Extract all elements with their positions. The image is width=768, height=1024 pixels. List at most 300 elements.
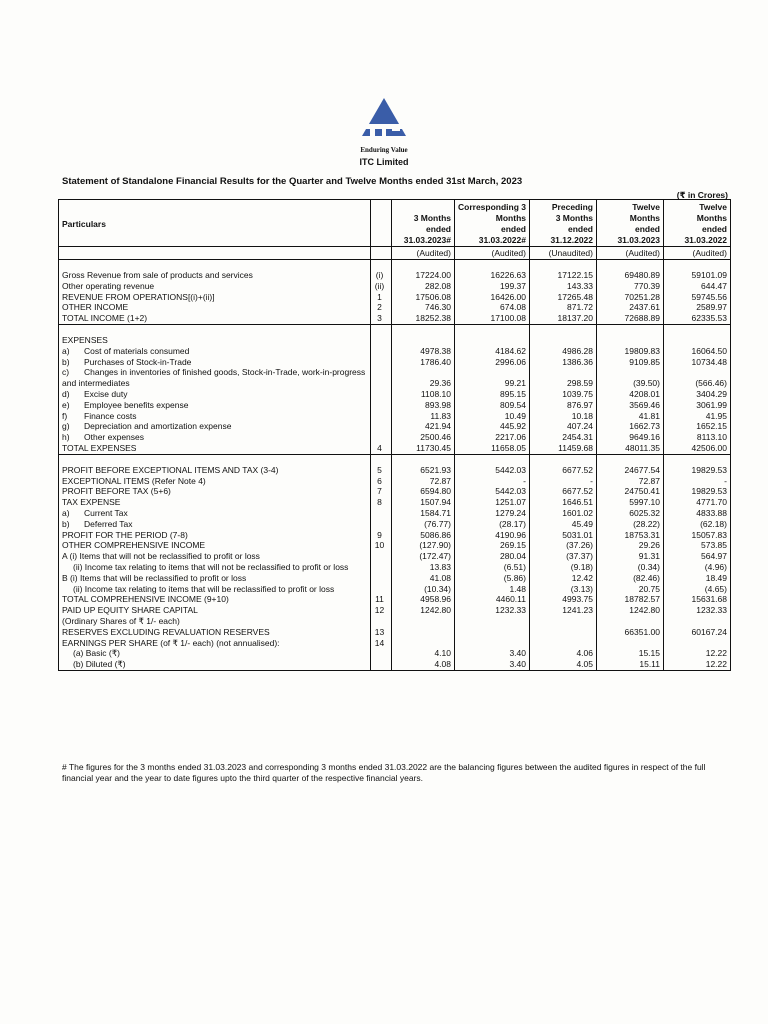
value-cell: (28.22) [597, 519, 664, 530]
period-header-line: Months [629, 213, 660, 223]
value-cell: (4.65) [664, 584, 731, 595]
value-cell: - [455, 476, 530, 487]
value-cell: 17265.48 [530, 292, 597, 303]
value-cell: 4460.11 [455, 594, 530, 605]
row-label: OTHER COMPREHENSIVE INCOME [62, 540, 206, 551]
value-cell: 4.05 [530, 659, 597, 670]
row-label-cell [59, 594, 371, 605]
value-cell: 809.54 [455, 400, 530, 411]
row-prefix: c) [62, 367, 70, 378]
note-header [371, 200, 392, 247]
value-cell: 62335.53 [664, 313, 731, 324]
value-cell: 3061.99 [664, 400, 731, 411]
value-cell: 59745.56 [664, 292, 731, 303]
value-cell: 60167.24 [664, 627, 731, 638]
row-note: (ii) [371, 281, 392, 292]
row-label-cell [59, 551, 371, 562]
row-label: (ii) Income tax relating to items that will not be reclassified to profit or loss [73, 561, 349, 572]
row-label: TOTAL COMPREHENSIVE INCOME (9+10) [62, 594, 229, 605]
period-header-line: ended [701, 224, 727, 234]
row-label: RESERVES EXCLUDING REVALUATION RESERVES [62, 626, 270, 637]
table-row [59, 540, 731, 551]
value-cell [392, 627, 455, 638]
row-prefix: a) [62, 345, 70, 356]
period-header-line: 31.03.2022 [684, 235, 727, 245]
period-header-line: ended [634, 224, 660, 234]
value-cell: 15.15 [597, 648, 664, 659]
row-note: 3 [371, 313, 392, 324]
period-header-line: Corresponding 3 [458, 202, 527, 212]
row-note: (i) [371, 270, 392, 281]
row-label-cell [59, 508, 371, 519]
value-cell: 11459.68 [530, 443, 597, 454]
value-cell: 99.21 [455, 367, 530, 389]
value-cell [664, 335, 731, 346]
row-note [371, 411, 392, 422]
value-cell: 2437.61 [597, 302, 664, 313]
value-cell: 871.72 [530, 302, 597, 313]
value-cell [530, 616, 597, 627]
value-cell: 4986.28 [530, 346, 597, 357]
row-label: Depreciation and amortization expense [84, 421, 232, 432]
value-cell: 9649.16 [597, 432, 664, 443]
value-cell: 1279.24 [455, 508, 530, 519]
value-cell: 3404.29 [664, 389, 731, 400]
period-header [597, 200, 664, 247]
row-prefix: d) [62, 388, 70, 399]
table-row [59, 292, 731, 303]
value-cell: 4978.38 [392, 346, 455, 357]
value-cell: 2454.31 [530, 432, 597, 443]
row-prefix: g) [62, 421, 70, 432]
value-cell: (9.18) [530, 562, 597, 573]
value-cell: 17100.08 [455, 313, 530, 324]
value-cell: 2589.97 [664, 302, 731, 313]
row-label: Cost of materials consumed [84, 345, 190, 356]
value-cell: 298.59 [530, 367, 597, 389]
value-cell: 746.30 [392, 302, 455, 313]
table-row [59, 270, 731, 281]
value-cell: 16064.50 [664, 346, 731, 357]
value-cell: 19829.53 [664, 486, 731, 497]
table-row [59, 302, 731, 313]
value-cell: 5442.03 [455, 465, 530, 476]
row-note: 14 [371, 638, 392, 649]
value-cell: 4.06 [530, 648, 597, 659]
row-label-cell [59, 302, 371, 313]
value-cell: 4184.62 [455, 346, 530, 357]
table-row [59, 357, 731, 368]
value-cell: 16226.63 [455, 270, 530, 281]
value-cell: 1646.51 [530, 497, 597, 508]
row-prefix: e) [62, 399, 70, 410]
table-row [59, 562, 731, 573]
period-header [392, 200, 455, 247]
row-note [371, 562, 392, 573]
value-cell: - [664, 476, 731, 487]
value-cell [455, 335, 530, 346]
value-cell: 10.18 [530, 411, 597, 422]
value-cell: (0.34) [597, 562, 664, 573]
value-cell: 1584.71 [392, 508, 455, 519]
value-cell: 72688.89 [597, 313, 664, 324]
period-header [455, 200, 530, 247]
row-label-cell [59, 638, 371, 649]
value-cell: 17506.08 [392, 292, 455, 303]
row-label: Current Tax [84, 507, 128, 518]
value-cell [455, 616, 530, 627]
value-cell [392, 616, 455, 627]
row-label: TOTAL EXPENSES [62, 442, 137, 453]
row-prefix: b) [62, 518, 70, 529]
table-row [59, 519, 731, 530]
row-label-cell [59, 357, 371, 368]
audit-status: (Audited) [597, 247, 664, 260]
value-cell: (172.47) [392, 551, 455, 562]
row-label: A (i) Items that will not be reclassified to profit or loss [62, 551, 260, 562]
row-note [371, 357, 392, 368]
row-label-cell [59, 465, 371, 476]
value-cell: 10734.48 [664, 357, 731, 368]
value-cell: 1786.40 [392, 357, 455, 368]
value-cell: (127.90) [392, 540, 455, 551]
value-cell: 3569.46 [597, 400, 664, 411]
row-label-cell [59, 292, 371, 303]
row-label: Excise duty [84, 388, 128, 399]
value-cell: 199.37 [455, 281, 530, 292]
value-cell: 11730.45 [392, 443, 455, 454]
table-row [59, 605, 731, 616]
period-header-line: ended [425, 224, 451, 234]
value-cell: (28.17) [455, 519, 530, 530]
table-row [59, 443, 731, 454]
value-cell: 24677.54 [597, 465, 664, 476]
value-cell: 5086.86 [392, 530, 455, 541]
value-cell: 18782.57 [597, 594, 664, 605]
row-label: OTHER INCOME [62, 302, 129, 313]
row-label-cell [59, 486, 371, 497]
value-cell: 3.40 [455, 648, 530, 659]
table-row [59, 465, 731, 476]
table-row [59, 497, 731, 508]
row-label: REVENUE FROM OPERATIONS[(i)+(ii)] [62, 291, 215, 302]
value-cell: 282.08 [392, 281, 455, 292]
row-note: 13 [371, 627, 392, 638]
row-note [371, 367, 392, 389]
row-label: PROFIT FOR THE PERIOD (7-8) [62, 529, 188, 540]
value-cell: 4.10 [392, 648, 455, 659]
table-row [59, 432, 731, 443]
table-row [59, 389, 731, 400]
row-note: 11 [371, 594, 392, 605]
value-cell [455, 627, 530, 638]
row-label: Other operating revenue [62, 280, 155, 291]
table-row [59, 551, 731, 562]
table-row [59, 335, 731, 346]
value-cell: 1039.75 [530, 389, 597, 400]
value-cell: (37.37) [530, 551, 597, 562]
value-cell: 70251.28 [597, 292, 664, 303]
value-cell: 15631.68 [664, 594, 731, 605]
value-cell: 11.83 [392, 411, 455, 422]
value-cell [530, 638, 597, 649]
value-cell: 18137.20 [530, 313, 597, 324]
row-label-cell [59, 346, 371, 357]
value-cell: 1386.36 [530, 357, 597, 368]
value-cell: 8113.10 [664, 432, 731, 443]
row-label-cell [59, 584, 371, 595]
row-label-cell [59, 573, 371, 584]
value-cell: 72.87 [392, 476, 455, 487]
row-note: 8 [371, 497, 392, 508]
table-row [59, 508, 731, 519]
row-prefix: a) [62, 507, 70, 518]
value-cell: 2500.46 [392, 432, 455, 443]
value-cell: 1507.94 [392, 497, 455, 508]
value-cell: 280.04 [455, 551, 530, 562]
value-cell: 17122.15 [530, 270, 597, 281]
value-cell [597, 616, 664, 627]
period-header-line: 3 Months [555, 213, 593, 223]
value-cell: 6677.52 [530, 465, 597, 476]
value-cell: 895.15 [455, 389, 530, 400]
value-cell: 6677.52 [530, 486, 597, 497]
period-header-line: ended [500, 224, 526, 234]
value-cell: (82.46) [597, 573, 664, 584]
row-label-cell [59, 432, 371, 443]
financial-results-table [58, 199, 731, 671]
value-cell: 29.36 [392, 367, 455, 389]
period-header-line: 31.03.2023# [403, 235, 451, 245]
period-header-line: 3 Months [413, 213, 451, 223]
row-label-cell [59, 421, 371, 432]
value-cell: 269.15 [455, 540, 530, 551]
row-note [371, 648, 392, 659]
row-label-cell [59, 659, 371, 670]
value-cell: 48011.35 [597, 443, 664, 454]
value-cell: 1242.80 [597, 605, 664, 616]
value-cell: 3.40 [455, 659, 530, 670]
period-header-line: Months [495, 213, 526, 223]
value-cell [530, 335, 597, 346]
value-cell: 24750.41 [597, 486, 664, 497]
row-label: (b) Diluted (₹) [73, 659, 126, 670]
value-cell: 59101.09 [664, 270, 731, 281]
value-cell: 41.95 [664, 411, 731, 422]
row-label-cell [59, 519, 371, 530]
value-cell: 2996.06 [455, 357, 530, 368]
row-label-cell [59, 443, 371, 454]
row-label: PAID UP EQUITY SHARE CAPITAL [62, 605, 198, 616]
audit-status: (Audited) [455, 247, 530, 260]
value-cell: 10.49 [455, 411, 530, 422]
table-row [59, 584, 731, 595]
value-cell: 573.85 [664, 540, 731, 551]
row-note [371, 584, 392, 595]
value-cell: 4993.75 [530, 594, 597, 605]
row-label-cell [59, 616, 371, 627]
value-cell: 5442.03 [455, 486, 530, 497]
period-header [530, 200, 597, 247]
value-cell: 72.87 [597, 476, 664, 487]
value-cell: 1108.10 [392, 389, 455, 400]
period-header [664, 200, 731, 247]
value-cell: 564.97 [664, 551, 731, 562]
row-prefix: f) [62, 410, 68, 421]
row-label: Gross Revenue from sale of products and services [62, 270, 253, 280]
row-note [371, 389, 392, 400]
value-cell: 12.22 [664, 648, 731, 659]
value-cell: 5997.10 [597, 497, 664, 508]
value-cell: (6.51) [455, 562, 530, 573]
row-note: 10 [371, 540, 392, 551]
row-label-cell [59, 367, 371, 389]
row-label-cell [59, 648, 371, 659]
row-label: B (i) Items that will be reclassified to profit or loss [62, 572, 247, 583]
value-cell: 41.81 [597, 411, 664, 422]
table-row [59, 367, 731, 389]
period-header-line: 31.03.2022# [478, 235, 526, 245]
value-cell: (76.77) [392, 519, 455, 530]
row-note [371, 400, 392, 411]
table-row [59, 648, 731, 659]
value-cell: 15057.83 [664, 530, 731, 541]
value-cell: 19809.83 [597, 346, 664, 357]
section-spacer [59, 324, 731, 335]
value-cell [664, 616, 731, 627]
row-label: (a) Basic (₹) [73, 648, 120, 659]
row-label-cell [59, 605, 371, 616]
audit-status: (Audited) [664, 247, 731, 260]
audit-status-row [59, 247, 731, 260]
value-cell: (566.46) [664, 367, 731, 389]
section-spacer [59, 454, 731, 465]
value-cell [392, 335, 455, 346]
row-note: 7 [371, 486, 392, 497]
table-row [59, 627, 731, 638]
value-cell: 1652.15 [664, 421, 731, 432]
row-note [371, 573, 392, 584]
value-cell: 876.97 [530, 400, 597, 411]
row-note: 9 [371, 530, 392, 541]
row-label-cell [59, 389, 371, 400]
row-label: EXCEPTIONAL ITEMS (Refer Note 4) [62, 475, 206, 486]
row-label-cell [59, 627, 371, 638]
value-cell: 4833.88 [664, 508, 731, 519]
statement-title: Statement of Standalone Financial Results for the Quarter and Twelve Months ended 31st March, 2023 [62, 176, 523, 187]
row-note: 12 [371, 605, 392, 616]
row-prefix: b) [62, 356, 70, 367]
value-cell: 445.92 [455, 421, 530, 432]
row-note [371, 508, 392, 519]
table-row [59, 313, 731, 324]
row-label: Purchases of Stock-in-Trade [84, 356, 192, 367]
table-row [59, 421, 731, 432]
table-row [59, 281, 731, 292]
value-cell: 45.49 [530, 519, 597, 530]
value-cell [597, 335, 664, 346]
row-note [371, 432, 392, 443]
table-row [59, 638, 731, 649]
footnote: # The figures for the 3 months ended 31.03.2023 and corresponding 3 months ended 31.03.2022 are the balancing figures between the audited figures in respect of the full financial year and the year to date figures upto the third quarter of the respective financial years. [62, 762, 706, 783]
value-cell: 4.08 [392, 659, 455, 670]
value-cell: 1232.33 [455, 605, 530, 616]
row-prefix: h) [62, 432, 70, 443]
table-row [59, 616, 731, 627]
row-label: PROFIT BEFORE EXCEPTIONAL ITEMS AND TAX (3-4) [62, 464, 279, 475]
period-header-line: Twelve [699, 202, 727, 212]
row-label-cell [59, 530, 371, 541]
value-cell: (62.18) [664, 519, 731, 530]
row-label: EARNINGS PER SHARE (of ₹ 1/- each) (not annualised): [62, 637, 280, 648]
row-label: Changes in inventories of finished goods, Stock-in-Trade, work-in-progress and intermediates [62, 367, 366, 389]
period-header-line: 31.03.2023 [617, 235, 660, 245]
company-name: ITC Limited [359, 157, 409, 167]
row-note: 2 [371, 302, 392, 313]
row-label: TAX EXPENSE [62, 497, 121, 508]
row-note [371, 421, 392, 432]
value-cell: 12.22 [664, 659, 731, 670]
value-cell: - [530, 476, 597, 487]
value-cell: 18.49 [664, 573, 731, 584]
particulars-header: Particulars [59, 200, 371, 247]
row-label: Other expenses [84, 432, 145, 443]
table-row [59, 594, 731, 605]
table-row [59, 476, 731, 487]
value-cell: 66351.00 [597, 627, 664, 638]
value-cell: (4.96) [664, 562, 731, 573]
value-cell: 42506.00 [664, 443, 731, 454]
row-label-cell [59, 313, 371, 324]
value-cell: 1251.07 [455, 497, 530, 508]
row-note [371, 346, 392, 357]
value-cell: 18252.38 [392, 313, 455, 324]
period-header-line: Twelve [632, 202, 660, 212]
row-label: EXPENSES [62, 334, 108, 345]
row-label: (Ordinary Shares of ₹ 1/- each) [62, 615, 180, 626]
table-row [59, 400, 731, 411]
logo-tagline: Enduring Value [360, 146, 408, 154]
value-cell: 6025.32 [597, 508, 664, 519]
row-label: Finance costs [84, 410, 137, 421]
table-row [59, 659, 731, 670]
value-cell: (5.86) [455, 573, 530, 584]
value-cell: 1662.73 [597, 421, 664, 432]
value-cell [664, 638, 731, 649]
value-cell: 41.08 [392, 573, 455, 584]
row-note: 5 [371, 465, 392, 476]
row-label-cell [59, 281, 371, 292]
period-header-line: Months [696, 213, 727, 223]
row-label-cell [59, 497, 371, 508]
value-cell: 1241.23 [530, 605, 597, 616]
row-note [371, 616, 392, 627]
row-note [371, 335, 392, 346]
period-header-line: 31.12.2022 [550, 235, 593, 245]
value-cell: 5031.01 [530, 530, 597, 541]
value-cell: 770.39 [597, 281, 664, 292]
value-cell: 143.33 [530, 281, 597, 292]
row-label-cell [59, 411, 371, 422]
row-note: 6 [371, 476, 392, 487]
row-label: TOTAL INCOME (1+2) [62, 313, 148, 324]
currency-note: (₹ in Crores) [676, 190, 728, 200]
audit-status: (Audited) [392, 247, 455, 260]
value-cell: 19829.53 [664, 465, 731, 476]
value-cell: 421.94 [392, 421, 455, 432]
value-cell: 12.42 [530, 573, 597, 584]
value-cell: 6521.93 [392, 465, 455, 476]
